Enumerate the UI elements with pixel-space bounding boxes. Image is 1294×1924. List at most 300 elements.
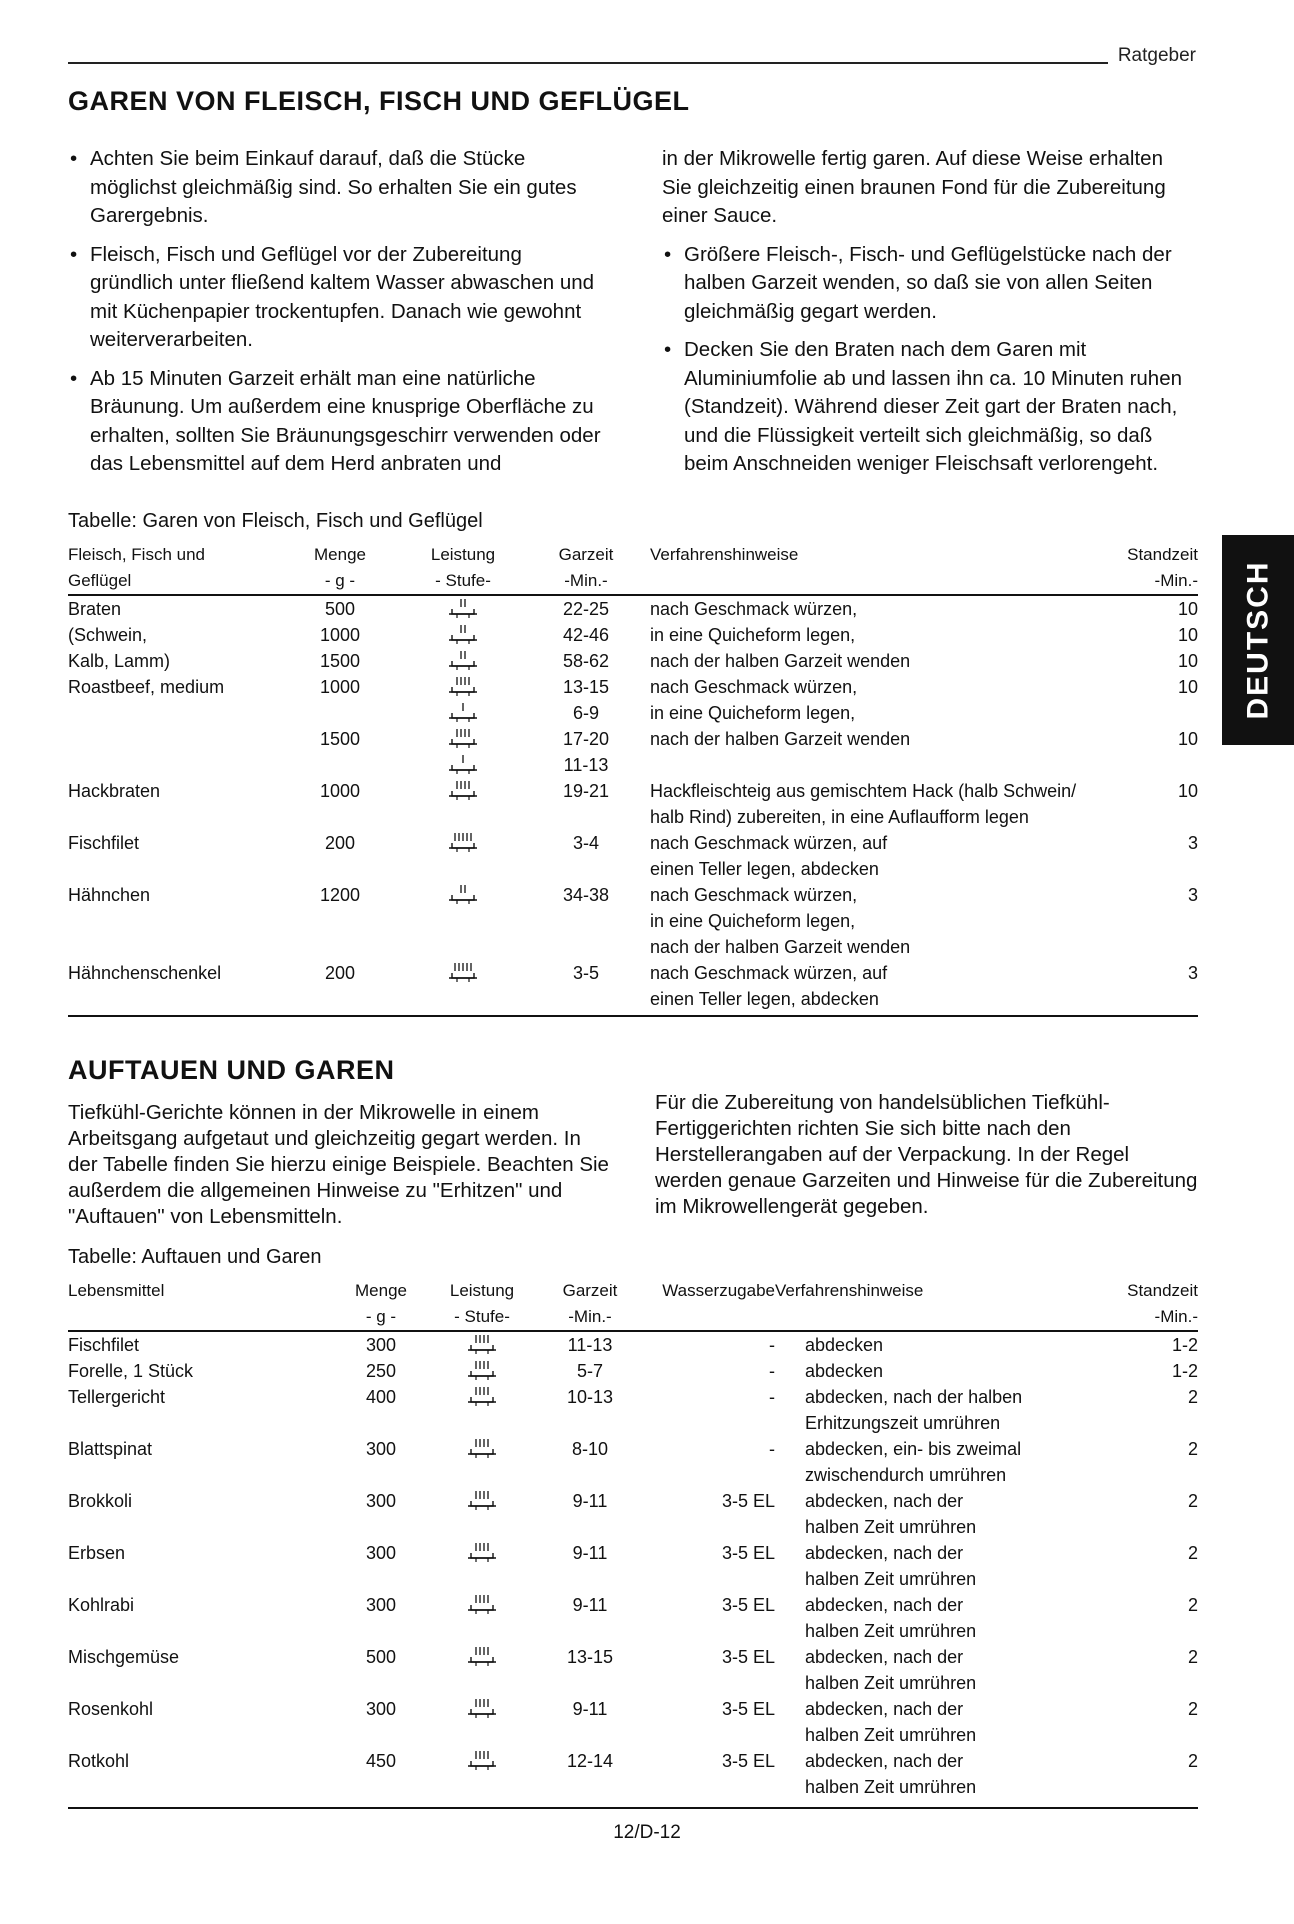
section1-continuation: in der Mikrowelle fertig garen. Auf diese Weise erhalten Sie gleichzeitig einen braunen Fond für die Zubereitung einer Sauce.: [662, 147, 1166, 227]
notes-cell: halben Zeit umrühren: [805, 1777, 977, 1797]
notes-cell: Hackfleischteig aus gemischtem Hack (halb Schwein/: [650, 781, 1077, 801]
water-cell: [640, 1618, 775, 1644]
table-row: [68, 1488, 1198, 1514]
th-notes-2: [650, 568, 1088, 595]
food-cell: (Schwein,: [68, 625, 148, 645]
time-cell: 13-15: [566, 1647, 614, 1667]
power-level-cell: [424, 1540, 540, 1566]
table-row: [68, 1358, 1198, 1384]
table1-end-rule: [68, 1015, 1198, 1017]
table-row: [68, 1540, 1198, 1566]
time-cell: [540, 1566, 640, 1592]
notes-cell: Erhitzungszeit umrühren: [805, 1413, 1001, 1433]
stand-time-cell: [1088, 908, 1198, 934]
table-row: [68, 830, 1198, 856]
time-cell: [540, 1462, 640, 1488]
notes-cell: in eine Quicheform legen,: [650, 703, 856, 723]
section2-title: AUFTAUEN UND GAREN: [68, 1055, 395, 1085]
amount-cell: 300: [365, 1595, 397, 1615]
food-cell: [68, 908, 276, 934]
table-row: [68, 1566, 1198, 1592]
water-cell: [640, 1410, 775, 1436]
notes-cell: halben Zeit umrühren: [805, 1673, 977, 1693]
power-level-cell: [404, 595, 522, 622]
stand-time-cell: [1073, 1722, 1198, 1748]
stand-time-cell: 1-2: [1171, 1335, 1198, 1355]
time-cell: 34-38: [562, 885, 610, 905]
time-cell: 8-10: [571, 1439, 609, 1459]
food-cell: Forelle, 1 Stück: [68, 1361, 194, 1381]
food-cell: Fischfilet: [68, 833, 140, 853]
time-cell: 19-21: [562, 781, 610, 801]
notes-cell: nach der halben Garzeit wenden: [650, 729, 911, 749]
notes-cell: zwischendurch umrühren: [805, 1465, 1007, 1485]
power-level-cell: [424, 1410, 540, 1436]
language-tab-label: DEUTSCH: [1241, 560, 1275, 720]
notes-cell: halben Zeit umrühren: [805, 1517, 977, 1537]
power-level-cell: [424, 1644, 540, 1670]
notes-cell: nach Geschmack würzen,: [650, 885, 858, 905]
table-row: [68, 882, 1198, 908]
th-water-2: [640, 1304, 775, 1331]
time-cell: 9-11: [572, 1595, 608, 1615]
th-stand: Standzeit: [1127, 1281, 1198, 1300]
stand-time-cell: 2: [1187, 1387, 1198, 1407]
food-cell: [68, 700, 276, 726]
power-level-2-icon: [448, 596, 478, 620]
th-food: Fleisch, Fisch und: [68, 545, 205, 564]
section2-right-text: Für die Zubereitung von handelsüblichen Tiefkühl-Fertiggerichten richten Sie sich bitte nach den Herstellerangaben auf der Verpackung. In der Regel werden genaue Garzeiten und Hinweise für die Zubereitung im Mikrowellengerät gegeben.: [655, 1091, 1198, 1218]
table-row: [68, 622, 1198, 648]
power-level-cell: [404, 622, 522, 648]
table-row: [68, 1618, 1198, 1644]
section1-right-column: [662, 145, 1197, 489]
th-amount-unit: - g -: [338, 1304, 424, 1331]
food-cell: [68, 934, 276, 960]
food-cell: [68, 752, 276, 778]
notes-cell: abdecken, nach der: [805, 1543, 964, 1563]
food-cell: [68, 1410, 338, 1436]
notes-cell: nach Geschmack würzen, auf: [650, 833, 888, 853]
stand-time-cell: [1088, 700, 1198, 726]
stand-time-cell: [1073, 1774, 1198, 1800]
stand-time-cell: 2: [1187, 1751, 1198, 1771]
power-level-cell: [424, 1592, 540, 1618]
food-cell: Hähnchen: [68, 885, 151, 905]
time-cell: [540, 1618, 640, 1644]
th-time-unit: -Min.-: [522, 568, 650, 595]
food-cell: [68, 1566, 338, 1592]
table-row: [68, 1592, 1198, 1618]
table-row: [68, 1696, 1198, 1722]
table-row: [68, 1384, 1198, 1410]
notes-cell: abdecken, nach der halben: [805, 1387, 1023, 1407]
notes-cell: halben Zeit umrühren: [805, 1621, 977, 1641]
th-power-unit: - Stufe-: [404, 568, 522, 595]
amount-cell: 300: [365, 1335, 397, 1355]
time-cell: [522, 934, 650, 960]
table-row: [68, 1748, 1198, 1774]
table-row: [68, 908, 1198, 934]
power-level-4-icon: [467, 1748, 497, 1772]
food-cell: [68, 1514, 338, 1540]
food-cell: [68, 726, 276, 752]
amount-cell: 500: [324, 599, 356, 619]
table2-header-row: [68, 1278, 1198, 1304]
food-cell: [68, 1670, 338, 1696]
amount-cell: [338, 1670, 424, 1696]
power-level-4-icon: [467, 1696, 497, 1720]
power-level-cell: [404, 856, 522, 882]
food-cell: Tellergericht: [68, 1387, 166, 1407]
amount-cell: 1500: [319, 651, 361, 671]
notes-cell: abdecken, nach der: [805, 1699, 964, 1719]
stand-time-cell: [1088, 752, 1198, 778]
water-cell: [640, 1514, 775, 1540]
water-cell: 3-5 EL: [721, 1751, 775, 1771]
power-level-4-icon: [467, 1332, 497, 1356]
stand-time-cell: [1073, 1618, 1198, 1644]
th-amount: Menge: [355, 1281, 407, 1300]
food-cell: Brokkoli: [68, 1491, 133, 1511]
power-level-cell: [404, 882, 522, 908]
power-level-2-icon: [448, 882, 478, 906]
table-row: [68, 1644, 1198, 1670]
water-cell: [640, 1462, 775, 1488]
stand-time-cell: [1073, 1566, 1198, 1592]
power-level-4-icon: [448, 778, 478, 802]
notes-cell: halben Zeit umrühren: [805, 1569, 977, 1589]
section1-bullet: • Fleisch, Fisch und Geflügel vor der Zubereitung gründlich unter fließend kaltem Wasser abwaschen und mit Küchenpapier trockentupfen. Danach wie gewohnt weiterverarbeiten.: [68, 241, 608, 355]
th-time: Garzeit: [558, 545, 614, 564]
th-notes: Verfahrenshinweise: [650, 545, 799, 564]
food-cell: Roastbeef, medium: [68, 677, 225, 697]
table-row: [68, 1331, 1198, 1358]
food-cell: Rosenkohl: [68, 1699, 154, 1719]
th-power-unit: - Stufe-: [424, 1304, 540, 1331]
power-level-cell: [424, 1514, 540, 1540]
time-cell: [522, 856, 650, 882]
amount-cell: [276, 934, 404, 960]
stand-time-cell: 2: [1187, 1491, 1198, 1511]
stand-time-cell: [1073, 1670, 1198, 1696]
water-cell: 3-5 EL: [721, 1543, 775, 1563]
time-cell: [522, 986, 650, 1012]
table-row: [68, 934, 1198, 960]
food-cell: Hackbraten: [68, 781, 161, 801]
time-cell: [540, 1410, 640, 1436]
th-notes: Verfahrenshinweise: [775, 1281, 924, 1300]
notes-cell: nach der halben Garzeit wenden: [650, 937, 911, 957]
food-cell: [68, 986, 276, 1012]
amount-cell: 200: [324, 833, 356, 853]
food-cell: Rotkohl: [68, 1751, 130, 1771]
language-tab: [1222, 535, 1294, 745]
time-cell: 9-11: [572, 1699, 608, 1719]
water-cell: [640, 1566, 775, 1592]
power-level-cell: [404, 934, 522, 960]
amount-cell: [338, 1410, 424, 1436]
amount-cell: 1000: [319, 781, 361, 801]
table1-header-row-2: [68, 568, 1198, 595]
food-cell: [68, 1462, 338, 1488]
stand-time-cell: 2: [1187, 1647, 1198, 1667]
power-level-cell: [404, 778, 522, 804]
power-level-1-icon: [448, 752, 478, 776]
table-row: [68, 856, 1198, 882]
food-cell: Hähnchenschenkel: [68, 963, 222, 983]
power-level-2-icon: [448, 622, 478, 646]
power-level-cell: [404, 960, 522, 986]
power-level-cell: [424, 1618, 540, 1644]
th-amount-unit: - g -: [276, 568, 404, 595]
power-level-4-icon: [467, 1540, 497, 1564]
stand-time-cell: 10: [1177, 625, 1198, 645]
table-row: [68, 1670, 1198, 1696]
power-level-cell: [404, 700, 522, 726]
notes-cell: abdecken, ein- bis zweimal: [805, 1439, 1022, 1459]
water-cell: -: [769, 1335, 775, 1355]
power-level-5-icon: [448, 960, 478, 984]
amount-cell: [338, 1722, 424, 1748]
table-row: [68, 674, 1198, 700]
food-cell: Braten: [68, 599, 122, 619]
time-cell: [540, 1670, 640, 1696]
notes-cell: in eine Quicheform legen,: [650, 911, 856, 931]
time-cell: 13-15: [562, 677, 610, 697]
time-cell: [540, 1774, 640, 1800]
stand-time-cell: 10: [1177, 781, 1198, 801]
power-level-4-icon: [448, 674, 478, 698]
power-level-cell: [424, 1774, 540, 1800]
food-cell: Mischgemüse: [68, 1647, 180, 1667]
water-cell: 3-5 EL: [721, 1699, 775, 1719]
table-row: [68, 752, 1198, 778]
power-level-cell: [424, 1488, 540, 1514]
time-cell: 3-5: [572, 963, 599, 983]
notes-cell: nach der halben Garzeit wenden: [650, 651, 911, 671]
table2-end-rule: [68, 1807, 1198, 1809]
table-row: [68, 1462, 1198, 1488]
th-food-2: [68, 1304, 338, 1331]
stand-time-cell: 2: [1187, 1439, 1198, 1459]
table-row: [68, 595, 1198, 622]
th-stand-unit: -Min.-: [1088, 568, 1198, 595]
table-row: [68, 804, 1198, 830]
amount-cell: 300: [365, 1543, 397, 1563]
stand-time-cell: 3: [1187, 963, 1198, 983]
th-power: Leistung: [430, 545, 496, 564]
stand-time-cell: [1088, 856, 1198, 882]
notes-cell: nach Geschmack würzen, auf: [650, 963, 888, 983]
time-cell: 12-14: [566, 1751, 614, 1771]
amount-cell: 1000: [319, 677, 361, 697]
time-cell: 3-4: [572, 833, 599, 853]
table-row: [68, 1774, 1198, 1800]
th-food: Lebensmittel: [68, 1281, 165, 1300]
amount-cell: [338, 1462, 424, 1488]
table-row: [68, 1436, 1198, 1462]
notes-cell: abdecken: [805, 1335, 884, 1355]
amount-cell: 250: [365, 1361, 397, 1381]
amount-cell: [276, 986, 404, 1012]
amount-cell: 300: [365, 1699, 397, 1719]
time-cell: 11-13: [567, 1335, 613, 1355]
th-stand: Standzeit: [1127, 545, 1198, 564]
amount-cell: 450: [365, 1751, 397, 1771]
water-cell: 3-5 EL: [721, 1595, 775, 1615]
time-cell: [522, 908, 650, 934]
table1-header-row: [68, 542, 1198, 568]
stand-time-cell: 2: [1187, 1699, 1198, 1719]
stand-time-cell: [1073, 1462, 1198, 1488]
power-level-4-icon: [467, 1384, 497, 1408]
time-cell: 10-13: [566, 1387, 614, 1407]
food-cell: [68, 1618, 338, 1644]
power-level-cell: [424, 1696, 540, 1722]
table-row: [68, 986, 1198, 1012]
food-cell: [68, 1722, 338, 1748]
power-level-cell: [404, 752, 522, 778]
notes-cell: abdecken, nach der: [805, 1751, 964, 1771]
amount-cell: [276, 856, 404, 882]
power-level-4-icon: [467, 1592, 497, 1616]
amount-cell: 400: [365, 1387, 397, 1407]
amount-cell: 1500: [319, 729, 361, 749]
power-level-cell: [424, 1722, 540, 1748]
water-cell: [640, 1670, 775, 1696]
stand-time-cell: 10: [1177, 729, 1198, 749]
stand-time-cell: 3: [1187, 833, 1198, 853]
time-cell: 58-62: [562, 651, 610, 671]
notes-cell: einen Teller legen, abdecken: [650, 859, 879, 879]
amount-cell: [338, 1566, 424, 1592]
header-label: Ratgeber: [1117, 45, 1196, 66]
notes-cell: halb Rind) zubereiten, in eine Auflaufform legen: [650, 807, 1029, 827]
power-level-4-icon: [467, 1488, 497, 1512]
power-level-cell: [404, 726, 522, 752]
section1-title: GAREN VON FLEISCH, FISCH UND GEFLÜGEL: [68, 86, 690, 116]
amount-cell: [276, 804, 404, 830]
notes-cell: halben Zeit umrühren: [805, 1725, 977, 1745]
amount-cell: 1000: [319, 625, 361, 645]
time-cell: 11-13: [563, 755, 609, 775]
table1: [68, 542, 1198, 1012]
stand-time-cell: 2: [1187, 1543, 1198, 1563]
power-level-4-icon: [448, 726, 478, 750]
time-cell: 9-11: [572, 1543, 608, 1563]
water-cell: [640, 1774, 775, 1800]
water-cell: -: [769, 1387, 775, 1407]
water-cell: [640, 1722, 775, 1748]
notes-cell: nach Geschmack würzen,: [650, 599, 858, 619]
food-cell: [68, 804, 276, 830]
amount-cell: [276, 700, 404, 726]
th-amount: Menge: [314, 545, 366, 564]
stand-time-cell: 10: [1177, 677, 1198, 697]
stand-time-cell: [1088, 804, 1198, 830]
power-level-4-icon: [467, 1358, 497, 1382]
power-level-cell: [424, 1462, 540, 1488]
amount-cell: [276, 908, 404, 934]
time-cell: [522, 804, 650, 830]
time-cell: 42-46: [562, 625, 610, 645]
power-level-4-icon: [467, 1436, 497, 1460]
stand-time-cell: 10: [1177, 599, 1198, 619]
table-row: [68, 1722, 1198, 1748]
notes-cell: [650, 752, 1088, 778]
power-level-cell: [424, 1436, 540, 1462]
food-cell: Kohlrabi: [68, 1595, 135, 1615]
food-cell: Erbsen: [68, 1543, 126, 1563]
water-cell: -: [769, 1439, 775, 1459]
notes-cell: einen Teller legen, abdecken: [650, 989, 879, 1009]
power-level-2-icon: [448, 648, 478, 672]
table2: [68, 1278, 1198, 1800]
amount-cell: 300: [365, 1491, 397, 1511]
power-level-cell: [404, 648, 522, 674]
th-power: Leistung: [449, 1281, 515, 1300]
table-row: [68, 960, 1198, 986]
section1-bullet: • Ab 15 Minuten Garzeit erhält man eine natürliche Bräunung. Um außerdem eine knusprige Oberfläche zu erhalten, sollten Sie Bräunungsgeschirr verwenden oder das Lebensmittel auf dem Herd anbraten und: [68, 365, 608, 479]
water-cell: -: [769, 1361, 775, 1381]
power-level-5-icon: [448, 830, 478, 854]
table-row: [68, 1514, 1198, 1540]
th-water: Wasserzugabe: [662, 1281, 775, 1300]
stand-time-cell: 10: [1177, 651, 1198, 671]
notes-cell: abdecken: [805, 1361, 884, 1381]
notes-cell: abdecken, nach der: [805, 1595, 964, 1615]
section1-bullet: • Decken Sie den Braten nach dem Garen mit Aluminiumfolie ab und lassen ihn ca. 10 Minuten ruhen (Standzeit). Während dieser Zeit gart der Braten nach, und die Flüssigkeit verteilt sich gleichmäßig, so daß beim Anschneiden weniger Fleischsaft verlorengeht.: [662, 336, 1197, 479]
section1-bullet: • Achten Sie beim Einkauf darauf, daß die Stücke möglichst gleichmäßig sind. So erhalten Sie ein gutes Garergebnis.: [68, 145, 608, 231]
section2-left-text: Tiefkühl-Gerichte können in der Mikrowelle in einem Arbeitsgang aufgetaut und gleichzeitig gegart werden. In der Tabelle finden Sie hierzu einige Beispiele. Beachten Sie außerdem die allgemeinen Hinweise zu "Erhitzen" und "Auftauen" von Lebensmitteln.: [68, 1101, 609, 1228]
stand-time-cell: [1073, 1514, 1198, 1540]
time-cell: 6-9: [572, 703, 599, 723]
time-cell: 17-20: [562, 729, 610, 749]
stand-time-cell: [1088, 934, 1198, 960]
water-cell: 3-5 EL: [721, 1647, 775, 1667]
stand-time-cell: 3: [1187, 885, 1198, 905]
table2-header-row-2: [68, 1304, 1198, 1331]
time-cell: 22-25: [562, 599, 610, 619]
th-food-2: Geflügel: [68, 568, 276, 595]
food-cell: [68, 1774, 338, 1800]
section1-bullet: • Größere Fleisch-, Fisch- und Geflügelstücke nach der halben Garzeit wenden, so daß sie von allen Seiten gleichmäßig gegart werden.: [662, 241, 1197, 327]
amount-cell: [338, 1514, 424, 1540]
table1-body: [68, 595, 1198, 1012]
stand-time-cell: 2: [1187, 1595, 1198, 1615]
power-level-cell: [404, 674, 522, 700]
amount-cell: 500: [365, 1647, 397, 1667]
amount-cell: [338, 1618, 424, 1644]
table-row: [68, 778, 1198, 804]
table-row: [68, 726, 1198, 752]
food-cell: Blattspinat: [68, 1439, 153, 1459]
notes-cell: abdecken, nach der: [805, 1491, 964, 1511]
power-level-cell: [404, 908, 522, 934]
time-cell: 5-7: [576, 1361, 603, 1381]
th-notes-2: [775, 1304, 1073, 1331]
time-cell: 9-11: [572, 1491, 608, 1511]
power-level-cell: [424, 1384, 540, 1410]
power-level-4-icon: [467, 1644, 497, 1668]
table-row: [68, 700, 1198, 726]
th-stand-unit: -Min.-: [1073, 1304, 1198, 1331]
amount-cell: 200: [324, 963, 356, 983]
table2-caption: Tabelle: Auftauen und Garen: [68, 1246, 322, 1268]
time-cell: [540, 1722, 640, 1748]
stand-time-cell: 1-2: [1171, 1361, 1198, 1381]
